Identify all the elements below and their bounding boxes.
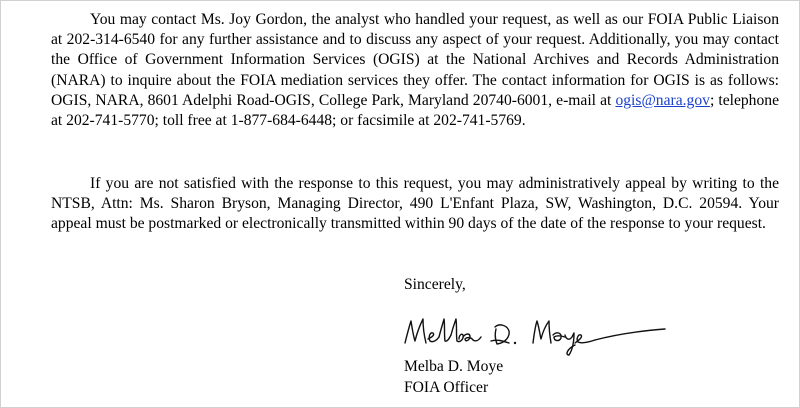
paragraph-contact-info <box>51 10 779 131</box>
paragraph-appeal-info: If you are not satisfied with the response to this request, you may administratively appeal by writing to the NTSB, Attn: Ms. Sharon Bryson, Managing Director, 490 L'Enfant Plaza, SW, Washington, D.C. 20594. Your appeal must be postmarked or electronically transmitted within 90 days of the date of the response to your request. <box>51 175 779 233</box>
signer-title: FOIA Officer <box>404 378 489 396</box>
signer-name: Melba D. Moye <box>404 358 504 375</box>
contact-text: You may contact Ms. Joy Gordon, the analyst who handled your request, as well as our FOIA Public Liaison at 202-314-6540 for any further assistance and to discuss any aspect of your request. Additionally, you may contact the Office of Government Information Services (OGIS) at the National Archives and Records Administration (NARA) to inquire about the FOIA mediation services they offer. The contact information for OGIS is as follows: OGIS, NARA, 8601 Adelphi Road-OGIS, College Park, Maryland 20740-6001, e-mail at <box>51 11 779 109</box>
ogis-email-link[interactable]: ogis@nara.gov <box>615 91 710 109</box>
closing-salutation: Sincerely, <box>404 276 466 293</box>
contact-text-tail: ; telephone at 202-741-5770; toll free at 1-877-684-6448; or facsimile at 202-741-5769. <box>51 91 779 130</box>
signer-block <box>404 357 503 398</box>
handwritten-signature <box>399 313 669 359</box>
